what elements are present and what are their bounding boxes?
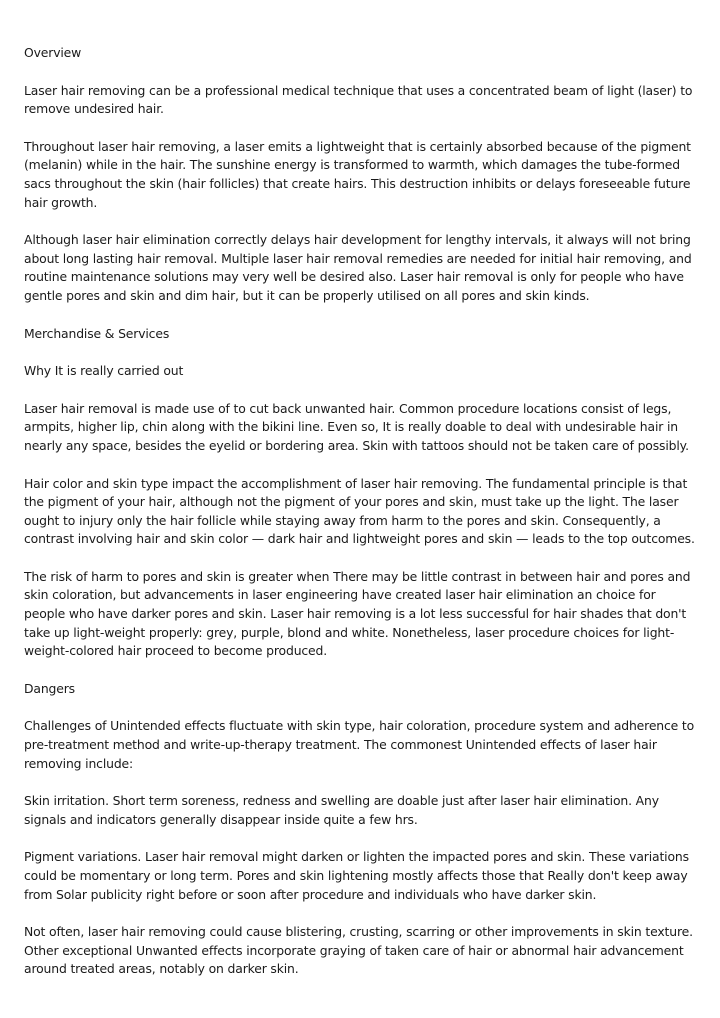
paragraph-pigment-variations: Pigment variations. Laser hair removal might darken or lighten the impacted pores and skin. These variations could be momentary or long term. Pores and skin lightening mostly affects those that Really don't keep away from Solar publicity right before or soon after procedure and individuals who have darker skin. bbox=[24, 849, 689, 902]
paragraph-side-effects-intro: Challenges of Unintended effects fluctuate with skin type, hair coloration, procedure system and adherence to pre-treatment method and write-up-therapy treatment. The commonest Unintended effects of laser hair removing include: bbox=[24, 718, 695, 771]
paragraph-skin-irritation: Skin irritation. Short term soreness, redness and swelling are doable just after laser hair elimination. Any signals and indicators generally disappear inside quite a few hrs. bbox=[24, 793, 659, 827]
paragraph-effectiveness: Although laser hair elimination correctly delays hair development for lengthy intervals, it always will not bring about long lasting hair removal. Multiple laser hair removal remedies are needed for initial hair removing, and routine maintenance solutions may very well be desired also. Laser hair removal is only for people who have gentle pores and skin and dim hair, but it can be properly utilised on all pores and skin kinds. bbox=[24, 232, 692, 303]
paragraph-hair-skin-color: Hair color and skin type impact the accomplishment of laser hair removing. The fundamental principle is that the pigment of your hair, although not the pigment of your pores and skin, must take up the light. The laser ought to injury only the hair follicle while staying away from harm to the pores and skin. Consequently, a contrast involving hair and skin color — dark hair and lightweight pores and skin — leads to the top outcomes. bbox=[24, 475, 695, 547]
document-body bbox=[24, 44, 700, 998]
section-heading-dangers: Dangers bbox=[24, 680, 75, 696]
section-heading-products-services: Merchandise & Services bbox=[24, 325, 170, 341]
paragraph-intro: Laser hair removing can be a professional medical technique that uses a concentrated beam of light (laser) to remove undesired hair. bbox=[24, 82, 693, 117]
paragraph-rare-effects: Not often, laser hair removing could cause blistering, crusting, scarring or other improvements in skin texture. Other exceptional Unwanted effects incorporate graying of taken care of hair or abnormal hair advancement around treated areas, notably on darker skin. bbox=[24, 924, 693, 977]
section-heading-why-done: Why It is really carried out bbox=[24, 363, 184, 379]
paragraph-how-it-works: Throughout laser hair removing, a laser emits a lightweight that is certainly absorbed because of the pigment (melanin) while in the hair. The sunshine energy is transformed to warmth, which damages the tube-formed sacs throughout the skin (hair follicles) that create hairs. This destruction inhibits or delays foreseeable future hair growth. bbox=[24, 138, 691, 210]
paragraph-skin-damage-risk: The risk of harm to pores and skin is greater when There may be little contrast in between hair and pores and skin coloration, but advancements in laser engineering have created laser hair elimination an choice for people who have darker pores and skin. Laser hair removing is a lot less successful for hair shades that don't take up light-weight properly: grey, purple, blond and white. Nonetheless, laser procedure choices for light-weight-colored hair proceed to become produced. bbox=[24, 568, 691, 659]
section-heading-overview: Overview bbox=[24, 45, 82, 60]
paragraph-treatment-areas: Laser hair removal is made use of to cut back unwanted hair. Common procedure locations consist of legs, armpits, higher lip, chin along with the bikini line. Even so, It is really doable to deal with undesirable hair in nearly any space, besides the eyelid or bordering area. Skin with tattoos should not be taken care of possibly. bbox=[24, 400, 689, 453]
